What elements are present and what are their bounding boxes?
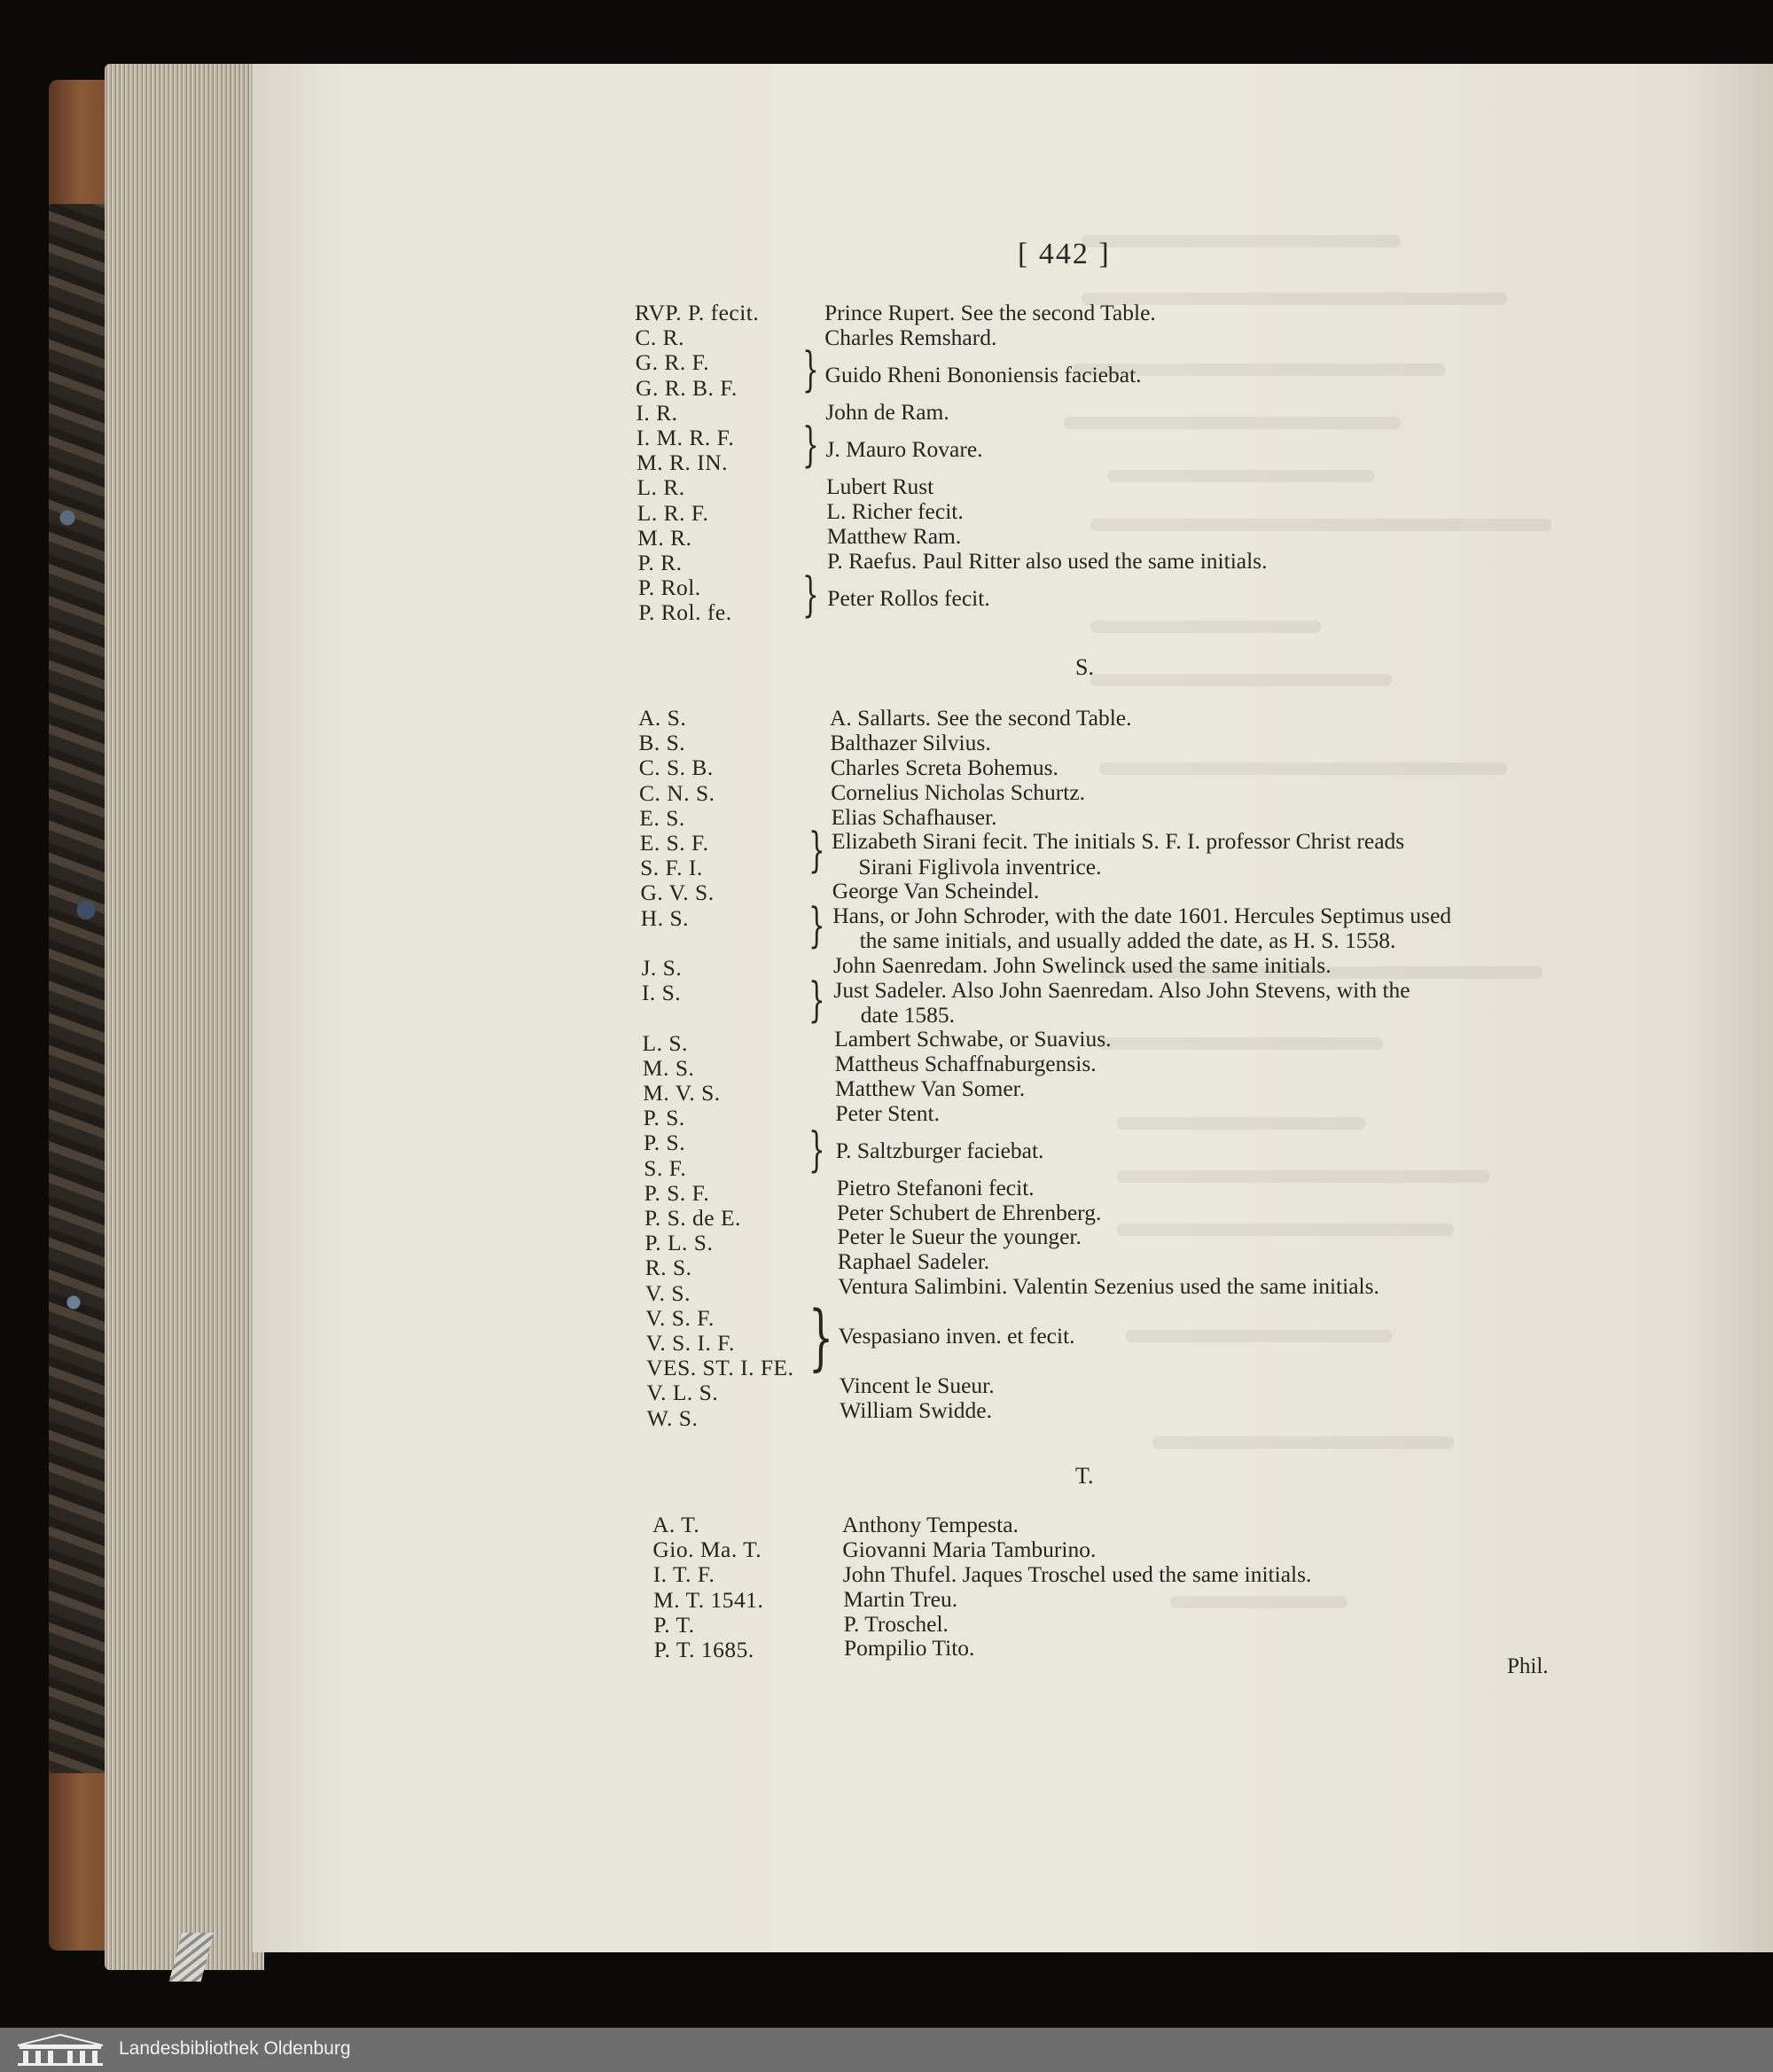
engraver-name: Anthony Tempesta. <box>842 1512 1019 1537</box>
engraver-name: Guido Rheni Bononiensis faciebat. <box>824 362 1142 388</box>
engraver-name: Just Sadeler. Also John Saenredam. Also John Stevens, with the <box>833 976 1410 1003</box>
library-building-icon <box>16 2033 105 2067</box>
bracket-icon: } <box>808 972 825 1028</box>
bleed-through-line <box>1152 1436 1454 1449</box>
initials: VES. ST. I. FE. <box>646 1355 794 1381</box>
initials: I. R. <box>636 399 678 426</box>
initials: R. S. <box>644 1255 692 1281</box>
engraver-name: Charles Screta Bohemus. <box>830 754 1058 780</box>
engraver-name: William Swidde. <box>840 1396 992 1423</box>
engraver-name: Matthew Van Somer. <box>835 1075 1026 1102</box>
bracket-icon: } <box>802 567 819 623</box>
initials: Gio. Ma. T. <box>652 1536 762 1563</box>
bleed-through-line <box>1082 235 1401 247</box>
bleed-through-line <box>1099 1037 1383 1050</box>
initials: C. N. S. <box>639 779 715 806</box>
engraver-name: date 1585. <box>860 1001 956 1028</box>
engraver-name: Elias Schafhauser. <box>831 803 997 830</box>
initials: I. S. <box>641 980 682 1006</box>
bracket-icon: } <box>808 1122 825 1178</box>
initials: P. Rol. <box>637 575 701 601</box>
bleed-through-line <box>1090 674 1392 686</box>
engraver-name: Hans, or John Schroder, with the date 1601. Hercules Septimus used <box>832 903 1452 929</box>
initials: A. S. <box>638 705 687 731</box>
initials: G. V. S. <box>640 880 715 906</box>
engraver-name: George Van Scheindel. <box>832 878 1040 904</box>
initials: P. L. S. <box>644 1230 714 1256</box>
engraver-name: John de Ram. <box>825 398 949 425</box>
engraver-name: Peter Rollos fecit. <box>827 584 990 611</box>
bracket-icon: } <box>808 896 825 953</box>
bleed-through-line <box>1099 762 1507 775</box>
engraver-name: Peter Stent. <box>835 1100 940 1127</box>
engraver-name: Charles Remshard. <box>824 324 997 350</box>
catchword: Phil. <box>1507 1654 1549 1678</box>
engraver-name: Pietro Stefanoni fecit. <box>836 1174 1035 1200</box>
bleed-through-line <box>1126 1330 1392 1342</box>
initials: M. R. IN. <box>637 450 729 476</box>
engraver-name: Lambert Schwabe, or Suavius. <box>834 1026 1112 1052</box>
engraver-name: Prince Rupert. See the second Table. <box>824 300 1156 325</box>
initials: H. S. <box>640 904 690 931</box>
engraver-name: P. Saltzburger faciebat. <box>835 1138 1044 1164</box>
bleed-through-line <box>1117 1224 1454 1236</box>
initials: C. R. <box>635 324 684 351</box>
bracket-icon: } <box>802 417 819 473</box>
initials: W. S. <box>646 1404 699 1431</box>
bracket-icon: } <box>808 1294 834 1379</box>
initials: S. F. <box>644 1154 687 1181</box>
engraver-name: J. Mauro Rovare. <box>825 435 983 462</box>
engraver-name: P. Troschel. <box>843 1610 949 1637</box>
section-heading: S. <box>1075 654 1094 680</box>
initials: V. S. <box>645 1279 691 1306</box>
initials: P. S. <box>643 1105 685 1131</box>
bleed-through-line <box>1117 1117 1365 1130</box>
bleed-through-line <box>1170 1596 1347 1608</box>
engraver-name: Sirani Figlivola inventrice. <box>858 853 1102 880</box>
footer-bar <box>0 2028 1773 2072</box>
initials: E. S. <box>639 804 685 831</box>
initials: V. S. F. <box>645 1304 715 1331</box>
initials: P. S. de E. <box>644 1205 741 1231</box>
initials: L. R. <box>637 474 685 501</box>
initials: B. S. <box>638 730 686 756</box>
initials: P. T. <box>653 1611 695 1638</box>
engraver-name: L. Richer fecit. <box>826 497 964 524</box>
engraver-name: Elizabeth Sirani fecit. The initials S. F. I. professor Christ reads <box>832 828 1405 855</box>
initials: M. T. 1541. <box>653 1586 764 1613</box>
engraver-name: Peter Schubert de Ehrenberg. <box>837 1199 1102 1225</box>
bleed-through-line <box>1090 621 1321 633</box>
initials: L. S. <box>642 1029 688 1056</box>
engraver-name: Matthew Ram. <box>826 522 962 549</box>
engraver-name: Martin Treu. <box>843 1585 958 1612</box>
bracket-icon: } <box>808 822 825 878</box>
engraver-name: Raphael Sadeler. <box>837 1248 990 1275</box>
section-heading: T. <box>1075 1463 1094 1489</box>
initials: P. T. 1685. <box>653 1637 754 1662</box>
engraver-name: John Thufel. Jaques Troschel used the same initials. <box>842 1560 1312 1587</box>
engraver-name: the same initials, and usually added the date, as H. S. 1558. <box>859 927 1396 954</box>
engraver-name: Vespasiano inven. et fecit. <box>838 1323 1075 1349</box>
engraver-name: Pompilio Tito. <box>844 1635 975 1662</box>
initials: G. R. F. <box>635 349 710 376</box>
initials: L. R. F. <box>637 499 709 526</box>
bracket-icon: } <box>802 341 819 398</box>
initials: V. S. I. F. <box>645 1330 735 1356</box>
initials: S. F. I. <box>640 855 703 881</box>
engraver-name: Peter le Sueur the younger. <box>837 1224 1082 1250</box>
bleed-through-line <box>1064 417 1401 429</box>
engraver-name: Mattheus Schaffnaburgensis. <box>834 1051 1097 1077</box>
engraver-name: A. Sallarts. See the second Table. <box>830 705 1132 731</box>
initials: P. R. <box>637 550 683 575</box>
footer-label: Landesbibliothek Oldenburg <box>119 2038 351 2059</box>
engraver-name: Giovanni Maria Tamburino. <box>842 1536 1097 1562</box>
initials: E. S. F. <box>639 830 709 856</box>
initials: I. T. F. <box>652 1561 715 1588</box>
engraver-name: Vincent le Sueur. <box>839 1372 995 1398</box>
initials: V. L. S. <box>646 1380 719 1406</box>
engraver-name: Ventura Salimbini. Valentin Sezenius used the same initials. <box>838 1273 1379 1300</box>
bleed-through-line <box>1108 470 1374 482</box>
marbled-endpaper <box>49 204 111 1773</box>
bleed-through-line <box>1090 519 1551 531</box>
engraver-name: P. Raefus. Paul Ritter also used the same initials. <box>827 547 1268 574</box>
engraver-name: John Saenredam. John Swelinck used the same initials. <box>833 951 1332 978</box>
initials: P. S. <box>643 1130 686 1156</box>
initials: P. S. F. <box>644 1179 710 1206</box>
engraver-name: Lubert Rust <box>826 473 934 499</box>
initials: M. S. <box>642 1054 695 1081</box>
initials: C. S. B. <box>638 755 714 781</box>
initials: M. V. S. <box>643 1080 721 1106</box>
page-number: [ 442 ] <box>1018 238 1111 270</box>
initials: M. R. <box>637 524 692 551</box>
engraver-name: Cornelius Nicholas Schurtz. <box>831 778 1086 805</box>
bleed-through-line <box>1117 1170 1489 1183</box>
initials: A. T. <box>652 1512 700 1537</box>
initials: I. M. R. F. <box>636 425 735 450</box>
initials: G. R. B. F. <box>636 374 738 401</box>
engraver-name: Balthazer Silvius. <box>830 729 991 755</box>
initials: J. S. <box>641 955 683 981</box>
initials: RVP. P. fecit. <box>635 300 760 325</box>
page-edges <box>105 64 264 1970</box>
initials: P. Rol. fe. <box>638 599 732 626</box>
